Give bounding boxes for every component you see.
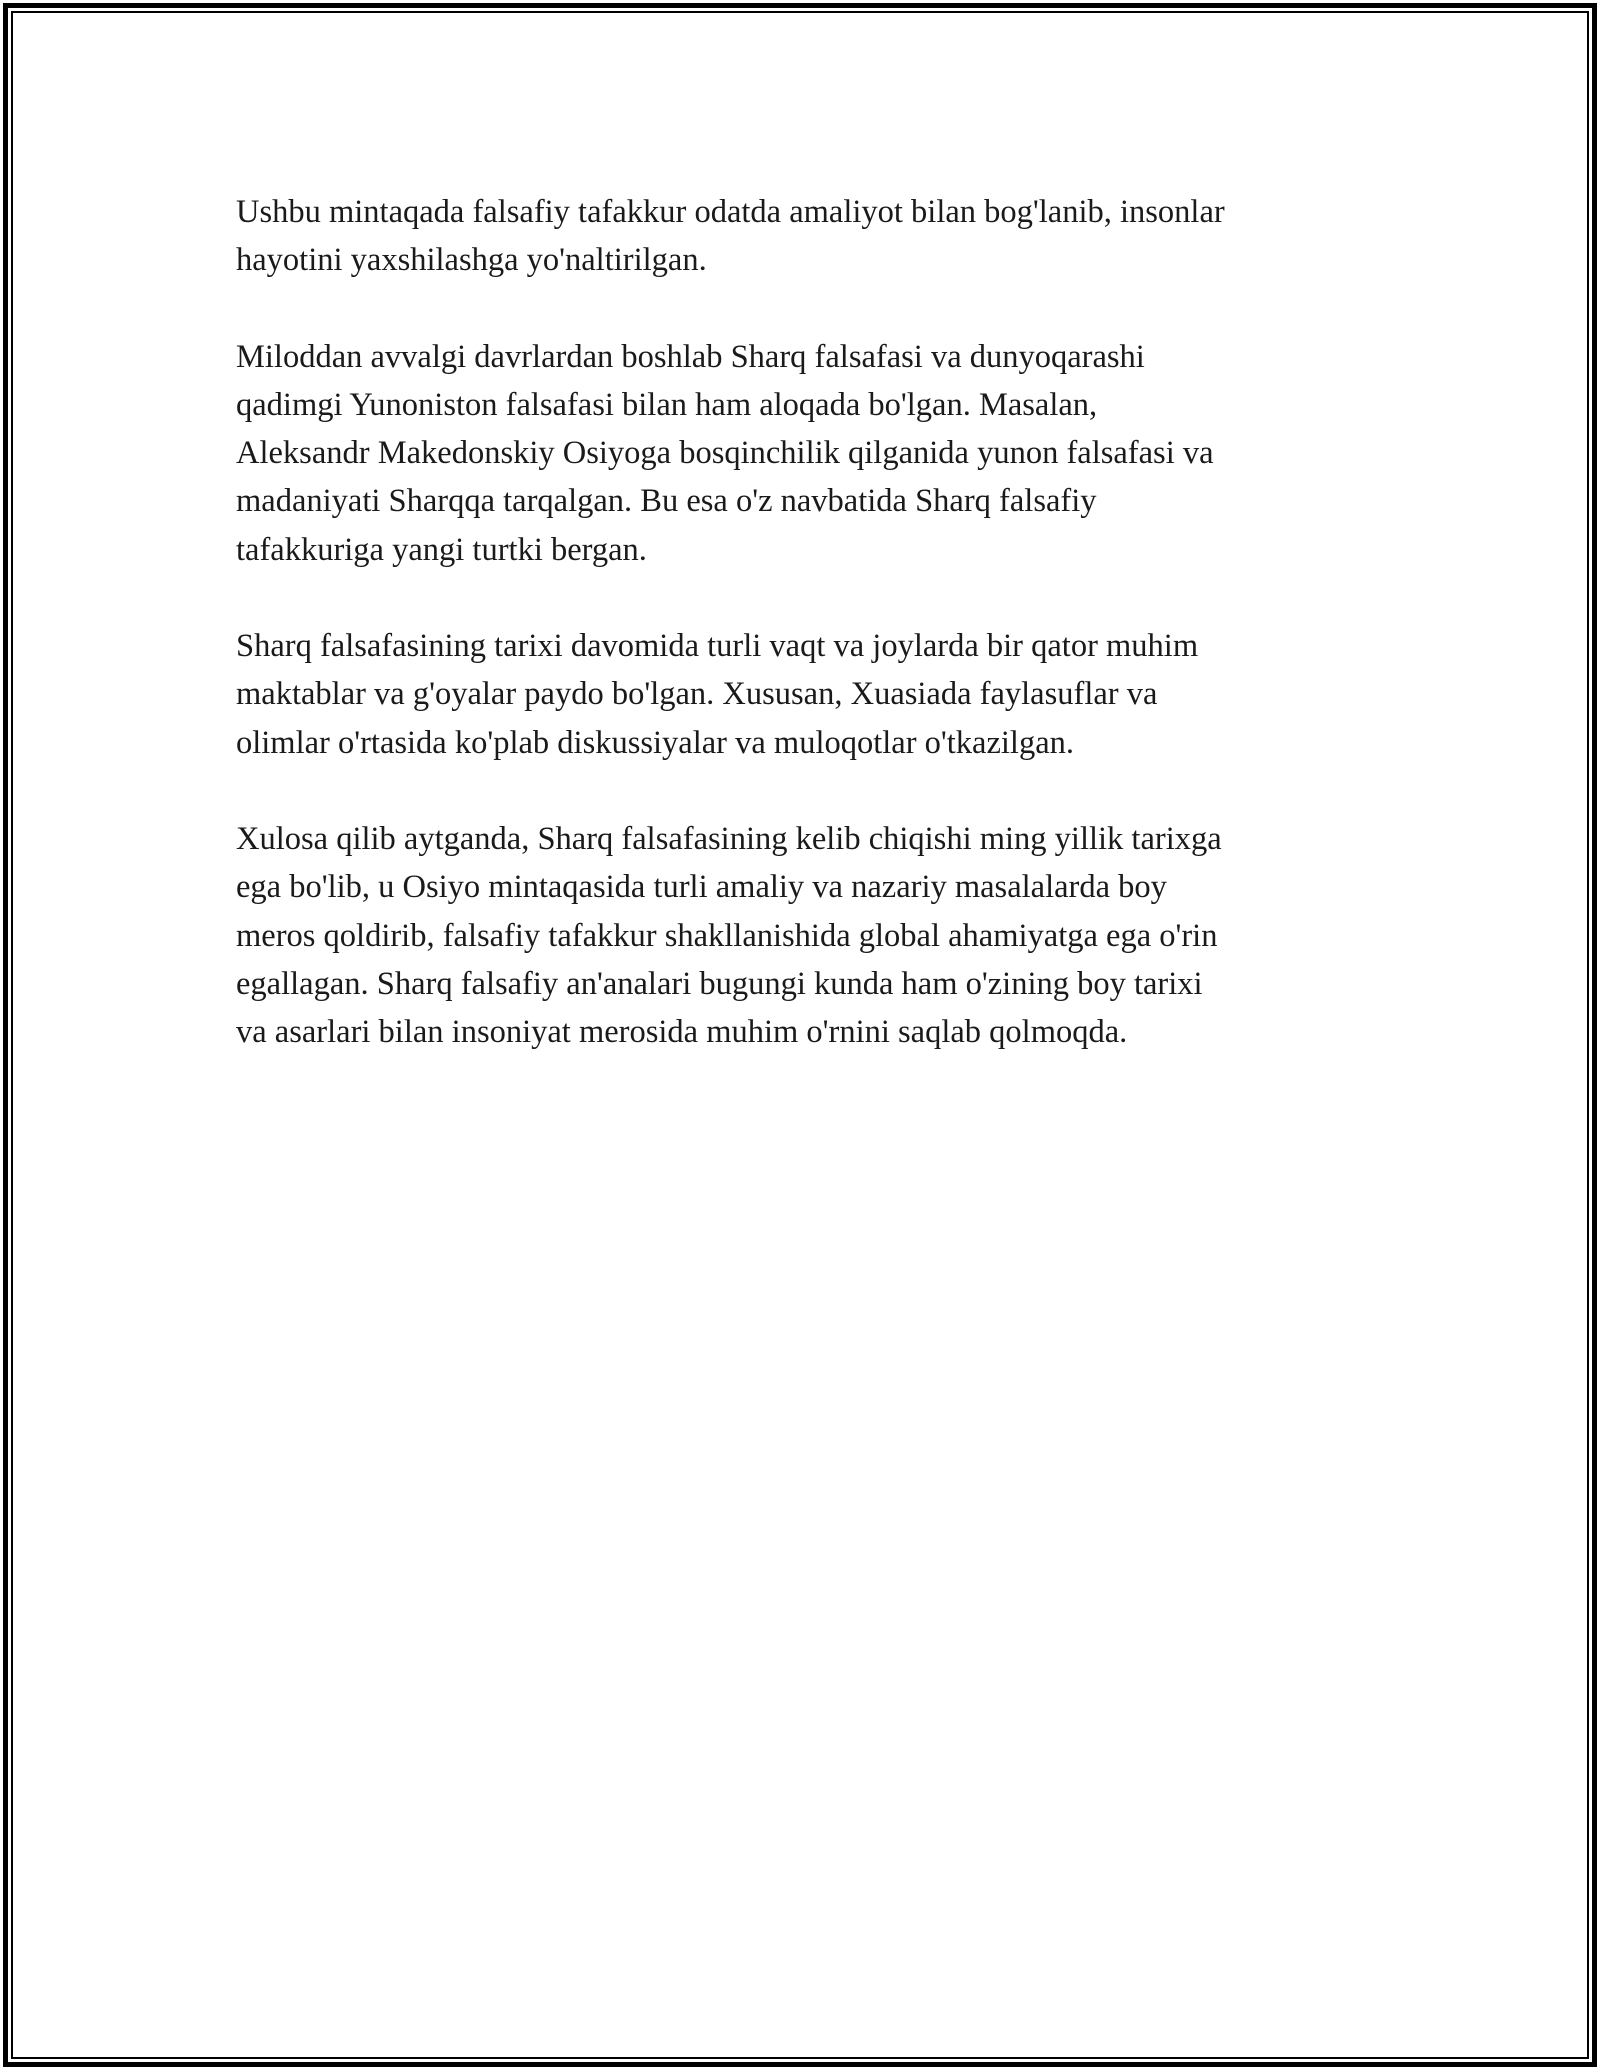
paragraph-3: Sharq falsafasining tarixi davomida turli vaqt va joylarda bir qator muhim maktablar va g'oyalar paydo bo'lgan. Xususan, Xuasiada faylasuflar va olimlar o'rtasida ko'plab diskussiyalar va muloqotlar o'tkazilgan. xyxy=(236,628,1199,761)
document-body xyxy=(236,188,1360,1104)
paragraph-1: Ushbu mintaqada falsafiy tafakkur odatda amaliyot bilan bog'lanib, insonlar hayotini yaxshilashga yo'naltirilgan. xyxy=(236,194,1225,279)
paragraph-2: Miloddan avvalgi davrlardan boshlab Sharq falsafasi va dunyoqarashi qadimgi Yunoniston falsafasi bilan ham aloqada bo'lgan. Masalan, Aleksandr Makedonskiy Osiyoga bosqinchilik qilganida yunon falsafasi va madaniyati Sharqqa tarqalgan. Bu esa o'z navbatida Sharq falsafiy tafakkuriga yangi turtki bergan. xyxy=(236,338,1214,568)
paragraph-4: Xulosa qilib aytganda, Sharq falsafasining kelib chiqishi ming yillik tarixga ega bo'lib, u Osiyo mintaqasida turli amaliy va nazariy masalalarda boy meros qoldirib, falsafiy tafakkur shakllanishida global ahamiyatga ega o'rin egallagan. Sharq falsafiy an'analari bugungi kunda ham o'zining boy tarixi va asarlari bilan insoniyat merosida muhim o'rnini saqlab qolmoqda. xyxy=(236,820,1222,1051)
